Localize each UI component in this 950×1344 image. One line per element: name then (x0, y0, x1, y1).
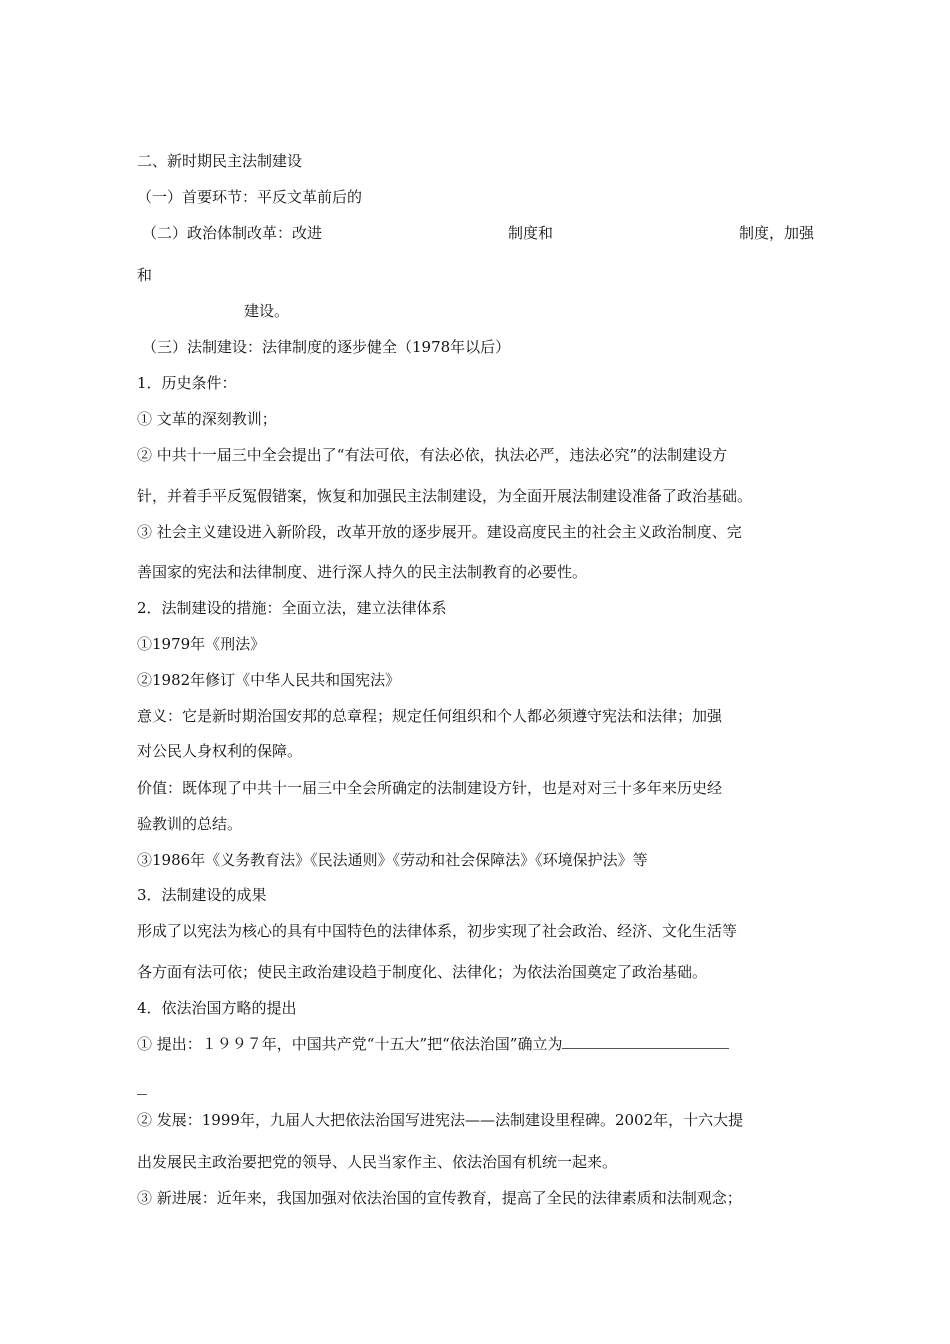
point-2-meaning-line-1: 意义：它是新时期治国安邦的总章程；规定任何组织和个人都必须遵守宪法和法律；加强 (137, 707, 723, 725)
point-4-heading: 4．依法治国方略的提出 (137, 999, 297, 1017)
point-1-heading: 1．历史条件： (137, 374, 237, 392)
point-3-heading: 3．法制建设的成果 (137, 886, 267, 904)
point-2-meaning-line-2: 对公民人身权利的保障。 (137, 742, 303, 760)
subsection-2-line (142, 223, 814, 243)
point-4-item-3: ③ 新进展：近年来，我国加强对依法治国的宣传教育，提高了全民的法律素质和法制观念； (137, 1189, 742, 1207)
point-2-item-3: ③1986年《义务教育法》《民法通则》《劳动和社会保障法》《环境保护法》等 (137, 851, 648, 869)
subsection-2-part-b: 制度和 (507, 224, 553, 242)
point-4-item-1-text: ① 提出：１９９７年，中国共产党“十五大”把“依法治国”确立为 (137, 1035, 563, 1053)
point-4-item-1-line (137, 1034, 729, 1054)
point-3-text-line-1: 形成了以宪法为核心的具有中国特色的法律体系，初步实现了社会政治、经济、文化生活等 (137, 922, 738, 940)
subsection-3: （三）法制建设：法律制度的逐步健全（1978年以后） (142, 338, 511, 356)
subsection-2-part-a: （二）政治体制改革：改进 (142, 224, 323, 242)
subsection-2-part-d: 和 (137, 266, 153, 284)
point-1-item-3-line-2: 善国家的宪法和法律制度、进行深人持久的民主法制教育的必要性。 (137, 563, 588, 581)
point-3-text-line-2: 各方面有法可依；使民主政治建设趋于制度化、法律化；为依法治国奠定了政治基础。 (137, 963, 708, 981)
section-title: 二、新时期民主法制建设 (137, 152, 303, 170)
point-2-value-line-1: 价值：既体现了中共十一届三中全会所确定的法制建设方针，也是对对三十多年来历史经 (137, 779, 723, 797)
answer-blank (562, 1034, 729, 1049)
point-4-item-2-line-1: ② 发展：1999年，九届人大把依法治国写进宪法——法制建设里程碑。2002年，十六大提 (137, 1111, 744, 1129)
subsection-2-part-e: 建设。 (244, 302, 290, 320)
point-4-item-2-line-2: 出发展民主政治要把党的领导、人民当家作主、依法治国有机统一起来。 (137, 1153, 618, 1171)
subsection-2-part-c: 制度，加强 (738, 224, 814, 242)
point-1-item-1: ① 文革的深刻教训； (137, 410, 277, 428)
point-2-value-line-2: 验教训的总结。 (137, 815, 243, 833)
point-2-item-2: ②1982年修订《中华人民共和国宪法》 (137, 671, 401, 689)
point-2-item-1: ①1979年《刑法》 (137, 635, 266, 653)
subsection-1: （一）首要环节：平反文革前后的 (137, 188, 363, 206)
answer-blank-tail (137, 1080, 147, 1095)
point-1-item-3-line-1: ③ 社会主义建设进入新阶段，改革开放的逐步展开。建设高度民主的社会主义政治制度、完 (137, 523, 742, 541)
point-2-heading: 2．法制建设的措施：全面立法，建立法律体系 (137, 599, 447, 617)
point-1-item-2-line-2: 针，并着手平反冤假错案，恢复和加强民主法制建设，为全面开展法制建设准备了政治基础。 (137, 487, 753, 505)
point-1-item-2-line-1: ② 中共十一届三中全会提出了“有法可依，有法必依，执法必严，违法必究”的法制建设方 (137, 446, 728, 464)
answer-blank-continuation (137, 1080, 147, 1100)
